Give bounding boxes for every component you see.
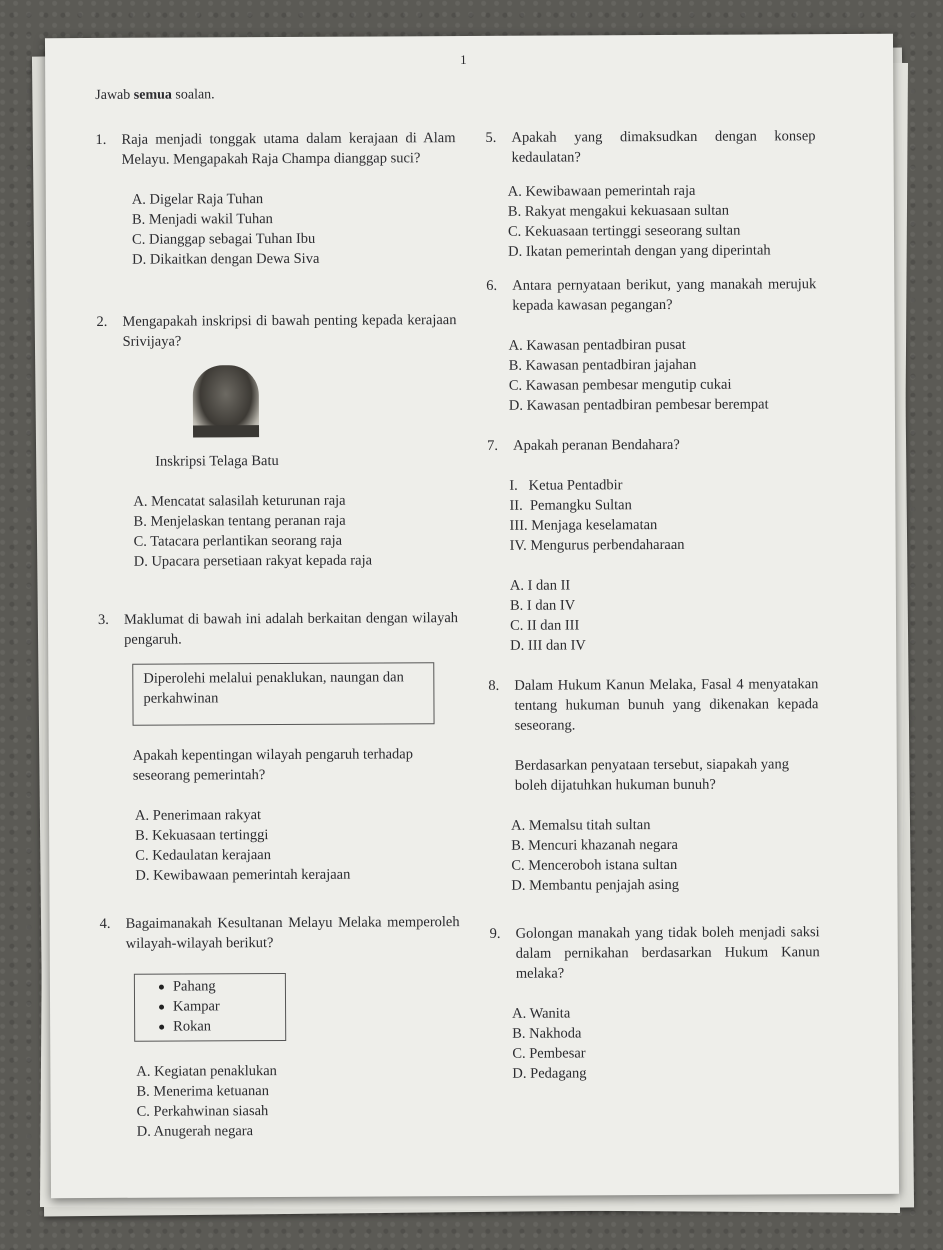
q7-option-b[interactable]: B. I dan IV bbox=[509, 597, 576, 614]
q9-option-a[interactable]: A. Wanita bbox=[512, 1005, 571, 1022]
q3-option-b[interactable]: B. Kekuasaan tertinggi bbox=[135, 827, 269, 844]
q3-option-c[interactable]: C. Kedaulatan kerajaan bbox=[135, 847, 271, 864]
q7-statement-i: I. Ketua Pentadbir bbox=[509, 477, 623, 494]
q4-list-box bbox=[134, 973, 286, 1042]
q1-option-b[interactable]: B. Menjadi wakil Tuhan bbox=[131, 211, 273, 228]
instruction: Jawab semua soalan. bbox=[95, 87, 215, 103]
q4-option-d[interactable]: D. Anugerah negara bbox=[136, 1123, 254, 1140]
q6-option-c[interactable]: C. Kawasan pembesar mengutip cukai bbox=[508, 376, 732, 394]
q1-text: Raja menjadi tonggak utama dalam kerajaan di Alam Melayu. Mengapakah Raja Champa dianggap suci? bbox=[121, 130, 456, 168]
q2-number: 2. bbox=[96, 313, 108, 330]
q8-option-d[interactable]: D. Membantu penjajah asing bbox=[511, 876, 679, 894]
q9-option-d[interactable]: D. Pedagang bbox=[512, 1065, 587, 1082]
q7-statement-iii: III. Menjaga keselamatan bbox=[509, 517, 658, 534]
q9-text: Golongan manakah yang tidak boleh menjadi saksi dalam pernikahan berdasarkan Hukum Kanun melaka? bbox=[515, 924, 820, 982]
q3-info-box bbox=[132, 662, 434, 726]
question-2 bbox=[96, 310, 457, 572]
q2-option-c[interactable]: C. Tatacara perlantikan seorang raja bbox=[133, 532, 343, 550]
question-5 bbox=[485, 126, 816, 262]
q3-number: 3. bbox=[97, 611, 109, 628]
q2-option-d[interactable]: D. Upacara persetiaan rakyat kepada raja bbox=[133, 552, 373, 570]
q6-option-d[interactable]: D. Kawasan pentadbiran pembesar berempat bbox=[508, 396, 769, 414]
q4-option-c[interactable]: C. Perkahwinan siasah bbox=[136, 1103, 269, 1120]
q8-number: 8. bbox=[488, 677, 500, 694]
q3-option-a[interactable]: A. Penerimaan rakyat bbox=[134, 807, 262, 824]
exam-page bbox=[45, 34, 899, 1198]
q3-info-text: Diperolehi melalui penaklukan, naungan dan perkahwinan bbox=[143, 669, 404, 707]
q5-option-c[interactable]: C. Kekuasaan tertinggi seseorang sultan bbox=[507, 222, 741, 240]
q2-option-a[interactable]: A. Mencatat salasilah keturunan raja bbox=[133, 492, 346, 510]
q8-option-c[interactable]: C. Menceroboh istana sultan bbox=[511, 856, 678, 874]
q7-option-a[interactable]: A. I dan II bbox=[509, 577, 571, 594]
question-1 bbox=[95, 128, 456, 270]
q9-option-b[interactable]: B. Nakhoda bbox=[512, 1025, 582, 1042]
left-column bbox=[95, 128, 460, 1142]
right-column bbox=[485, 126, 820, 1084]
q1-number: 1. bbox=[95, 131, 107, 148]
q6-text: Antara pernyataan berikut, yang manakah merujuk kepada kawasan pegangan? bbox=[512, 276, 817, 314]
q4-text: Bagaimanakah Kesultanan Melayu Melaka memperoleh wilayah-wilayah berikut? bbox=[125, 914, 460, 952]
q2-option-b[interactable]: B. Menjelaskan tentang peranan raja bbox=[133, 512, 346, 530]
q3-option-d[interactable]: D. Kewibawaan pemerintah kerajaan bbox=[135, 866, 351, 884]
q5-option-a[interactable]: A. Kewibawaan pemerintah raja bbox=[507, 182, 696, 200]
q4-list-item: Kampar bbox=[145, 996, 285, 1017]
q7-option-c[interactable]: C. II dan III bbox=[510, 617, 580, 634]
q8-option-b[interactable]: B. Mencuri khazanah negara bbox=[511, 836, 678, 854]
q2-text: Mengapakah inskripsi di bawah penting kepada kerajaan Srivijaya? bbox=[122, 312, 457, 350]
question-9 bbox=[490, 922, 821, 1084]
q9-number: 9. bbox=[489, 925, 501, 942]
question-3 bbox=[98, 608, 459, 886]
question-8 bbox=[488, 674, 819, 896]
page-number: 1 bbox=[460, 52, 467, 68]
q5-option-d[interactable]: D. Ikatan pemerintah dengan yang diperintah bbox=[508, 242, 771, 260]
q5-number: 5. bbox=[485, 129, 497, 146]
q3-text: Maklumat di bawah ini adalah berkaitan dengan wilayah pengaruh. bbox=[123, 610, 459, 648]
q1-option-a[interactable]: A. Digelar Raja Tuhan bbox=[131, 191, 264, 208]
q7-number: 7. bbox=[487, 437, 499, 454]
q6-option-a[interactable]: A. Kawasan pentadbiran pusat bbox=[508, 336, 686, 354]
q7-statement-iv: IV. Mengurus perbendaharaan bbox=[509, 536, 685, 554]
q8-text: Dalam Hukum Kanun Melaka, Fasal 4 menyatakan tentang hukuman bunuh yang dikenakan kepada seseorang. bbox=[514, 676, 819, 734]
q4-number: 4. bbox=[99, 915, 111, 932]
q8-option-a[interactable]: A. Memalsu titah sultan bbox=[511, 817, 651, 834]
q1-option-d[interactable]: D. Dikaitkan dengan Dewa Siva bbox=[132, 250, 320, 268]
q4-option-b[interactable]: B. Menerima ketuanan bbox=[136, 1083, 269, 1100]
inscription-photo-base bbox=[193, 425, 259, 437]
q9-option-c[interactable]: C. Pembesar bbox=[512, 1045, 586, 1062]
q7-option-d[interactable]: D. III dan IV bbox=[510, 637, 586, 654]
q5-text: Apakah yang dimaksudkan dengan konsep kedaulatan? bbox=[511, 128, 816, 166]
q8-question: Berdasarkan penyataan tersebut, siapakah yang boleh dijatuhkan hukuman bunuh? bbox=[514, 756, 790, 794]
q4-list-item: Pahang bbox=[145, 976, 285, 997]
q4-list-item: Rokan bbox=[145, 1016, 285, 1037]
question-4 bbox=[100, 912, 461, 1142]
q3-question: Apakah kepentingan wilayah pengaruh terhadap seseorang pemerintah? bbox=[132, 746, 413, 784]
q6-number: 6. bbox=[486, 277, 498, 294]
question-6 bbox=[486, 274, 817, 416]
q4-list bbox=[145, 976, 285, 1037]
q7-statement-ii: II. Pemangku Sultan bbox=[509, 497, 632, 514]
question-7 bbox=[487, 434, 818, 656]
q6-option-b[interactable]: B. Kawasan pentadbiran jajahan bbox=[508, 356, 697, 374]
q7-text: Apakah peranan Bendahara? bbox=[513, 436, 680, 454]
q1-option-c[interactable]: C. Dianggap sebagai Tuhan Ibu bbox=[131, 230, 316, 248]
q2-image-caption: Inskripsi Telaga Batu bbox=[155, 453, 279, 470]
inscription-photo bbox=[193, 365, 259, 437]
q4-option-a[interactable]: A. Kegiatan penaklukan bbox=[136, 1063, 277, 1080]
q5-option-b[interactable]: B. Rakyat mengakui kekuasaan sultan bbox=[507, 202, 730, 220]
